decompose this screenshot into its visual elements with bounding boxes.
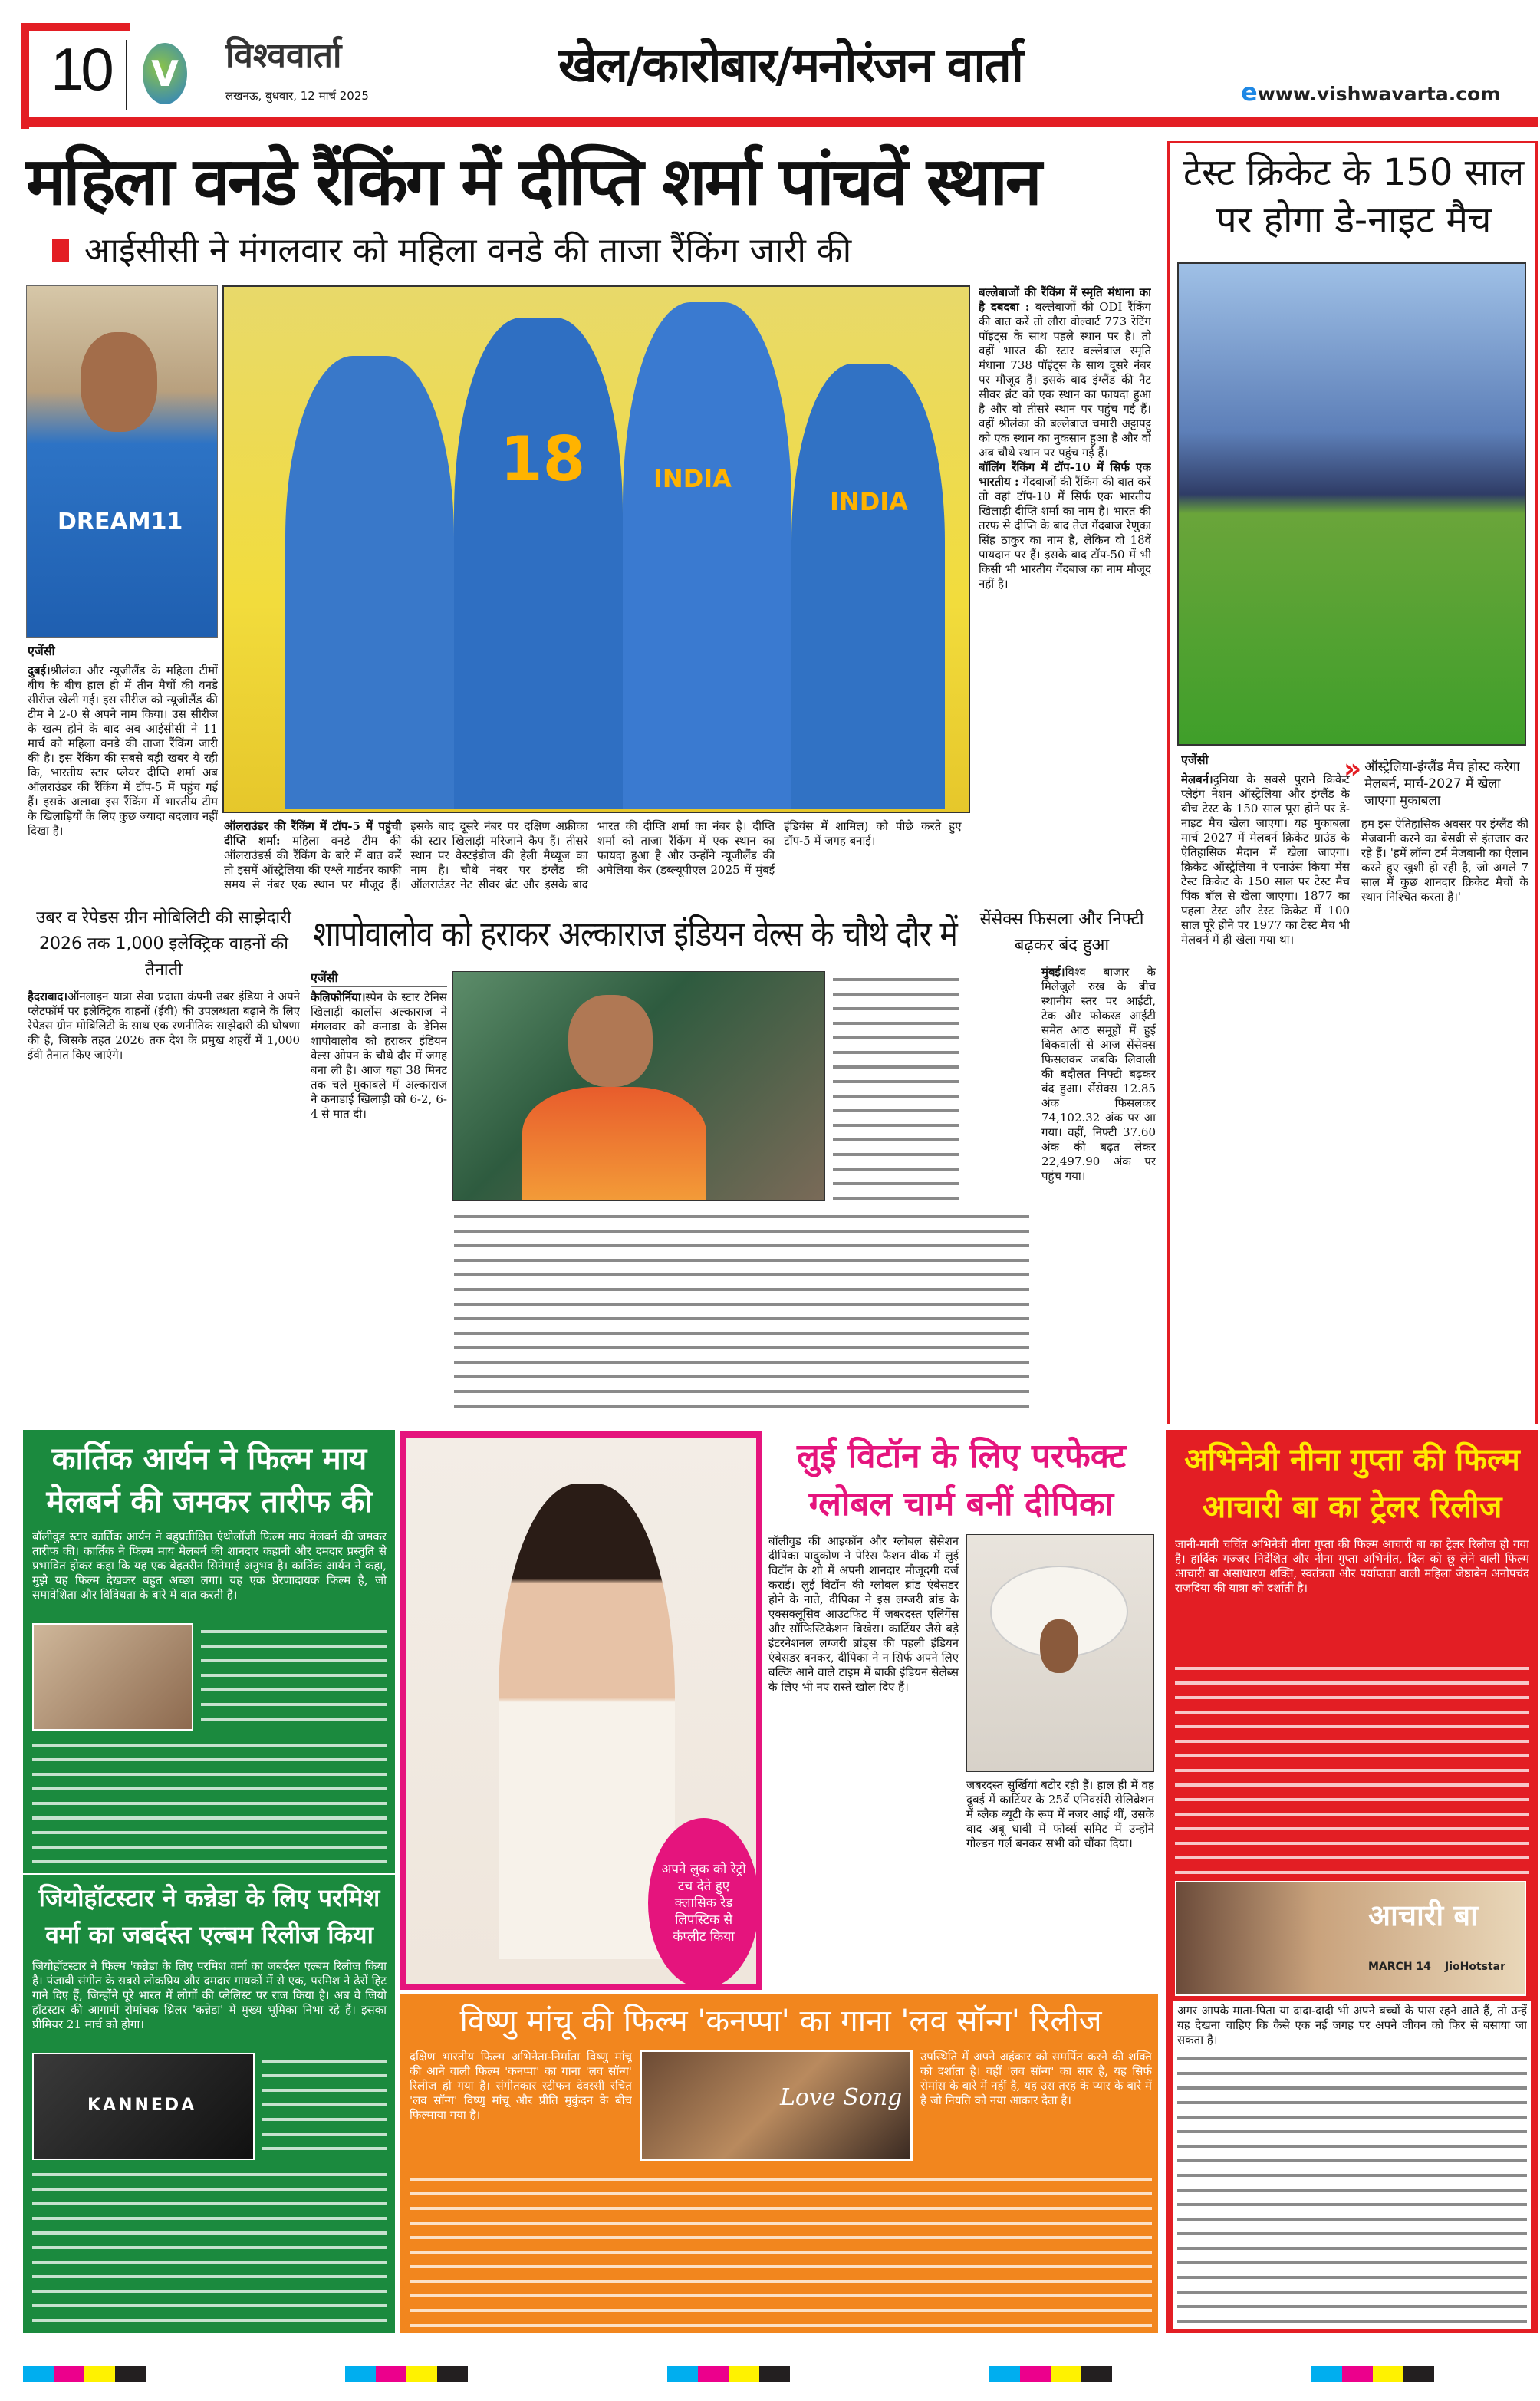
- test-pullquote: ऑस्ट्रेलिया-इंग्लैंड मैच होस्ट करेगा मेलबर्न, मार्च-2027 में खेला जाएगा मुकाबला: [1364, 759, 1520, 809]
- website-link[interactable]: ewww.vishwavarta.com: [1241, 77, 1501, 107]
- market-text: मुंबई।विश्व बाजार के मिलेजुले रुख के बीच स्थानीय स्तर पर आईटी, टेक और फोकस्ड आईटी समेत आठ समूहों में हुई बिकवाली से आज सेंसेक्स फिसलकर जबकि लिवाली की बदौलत निफ्टी बढ़कर बंद हुआ। सेंसेक्स 12.85 अंक फिसलकर 74,102.32 अंक पर आ गया। वहीं, निफ्टी 37.60 अंक की बढ़त लेकर 22,497.90 अंक पर पहुंच गया।: [1041, 965, 1156, 1183]
- parmish-text: जियोहॉटस्टार ने फिल्म 'कन्नेडा के लिए परमिश वर्मा का जबर्दस्त एल्बम रिलीज किया है। पंजाबी संगीत के सबसे लोकप्रिय और दमदार गायकों में से एक, परमिश ने ढेरों हिट गाने दिए हैं, जिन्होंने पूरे भारत में लोगों की प्लेलिस्ट पर राज किया है। अब वे जियो हॉटस्टार की आगामी रोमांचक थ्रिलर 'कन्नेडा' में मुख्य भूमिका निभा रहे हैं। इसका प्रीमियर 21 मार्च को होगा।: [32, 1959, 387, 2031]
- dateline: लखनऊ, बुधवार, 12 मार्च 2025: [225, 89, 369, 103]
- uber-text: हैदराबाद।ऑनलाइन यात्रा सेवा प्रदाता कंपनी उबर इंडिया ने अपने प्लेटफॉर्म पर इलेक्ट्रिक वाहनों (ईवी) की उपलब्धता बढ़ाने के लिए रेपेडस ग्रीन मोबिलिटी के साथ एक रणनीतिक साझेदारी की घोषणा की है, जिसके तहत 2026 तक देश के प्रमुख शहरों में 1,000 ईवी तैनात किए जाएंगे।: [28, 990, 300, 1062]
- neena-text-continued: [1175, 1660, 1529, 1875]
- test-text-2: हम इस ऐतिहासिक अवसर पर इंग्लैंड की मेजबानी करने का बेसब्री से इंतजार कर रहे हैं। 'हमें लॉन्ग टर्म मेजबानी का ऐलान करते हुए खुशी हो रही है, जो अगले 7 साल में कुछ शानदार क्रिकेट मैचों के स्थान निश्चित करता है।': [1361, 817, 1528, 904]
- parmish-text-more: [32, 2166, 387, 2329]
- parmish-text-continued: [262, 2053, 387, 2160]
- kartik-photo: [32, 1623, 193, 1731]
- vishnu-text-continued: [410, 2171, 1152, 2329]
- alcaraz-byline: एजेंसी: [311, 970, 447, 987]
- deepika-caption-circle: अपने लुक को रेट्रो टच देते हुए क्लासिक रेड लिपस्टिक से कंप्लीट किया: [648, 1818, 759, 1988]
- lead-subheadline: आईसीसी ने मंगलवार को महिला वनडे की ताजा रैंकिंग जारी की: [84, 231, 852, 270]
- alcaraz-photo: [452, 971, 825, 1201]
- test-text: मेलबर्न।दुनिया के सबसे पुराने क्रिकेट प्लेइंग नेशन ऑस्ट्रेलिया और इंग्लैंड के बीच टेस्ट के 150 साल पूरा होने पर डे-नाइट मैच खेला जाएगा। यह मुकाबला मार्च 2027 में मेलबर्न क्रिकेट ग्राउंड के ऐतिहासिक मैदान में खेला जाएगा। क्रिकेट ऑस्ट्रेलिया ने एनाउंस किया मेंस टेस्ट क्रिकेट के 150 साल पर टेस्ट मैच पिंक बॉल से खेला जाएगा। 1877 का पहला टेस्ट और टेस्ट क्रिकेट में 100 साल पूरे होने पर 1977 का टेस्ट मैच भी मेलबर्न में ही खेला गया था।: [1181, 772, 1350, 947]
- deepika-text-2: जबरदस्त सुर्खियां बटोर रही हैं। हाल ही में वह दुबई में कार्टियर के 25वें एनिवर्सरी सेलिब्रेशन में ब्लैक ब्यूटी के रूप में नजर आई थीं, उसके बाद अबू धाबी में फोर्ब्स समिट में उन्होंने गोल्डन गर्ल बनकर सभी को चौंका दिया।: [966, 1778, 1154, 1850]
- neena-lower-panel: [1173, 2001, 1531, 2329]
- lead-headline: महिला वनडे रैंकिंग में दीप्ति शर्मा पांचवें स्थान: [26, 143, 1040, 220]
- neena-headline: अभिनेत्री नीना गुप्ता की फिल्म आचारी बा का ट्रेलर रिलीज: [1184, 1442, 1520, 1525]
- neena-text-2: अगर आपके माता-पिता या दादा-दादी भी अपने बच्चों के पास रहने आते हैं, तो उन्हें यह देखना चाहिए कि कैसे एक नई जगह पर अपने जीवन को फिर से बसाया जा सकता है।: [1177, 2004, 1527, 2047]
- love-song-still: Love Song: [640, 2050, 913, 2161]
- page-number: 10: [51, 35, 111, 103]
- neena-text-more: [1177, 2050, 1527, 2326]
- vishnu-headline: विष्णु मांचू की फिल्म 'कनप्पा' का गाना 'लव सॉन्ग' रिलीज: [459, 2004, 1102, 2039]
- uber-headline: उबर व रेपेडस ग्रीन मोबिलिटी की साझेदारी 2026 तक 1,000 इलेक्ट्रिक वाहनों की तैनाती: [36, 908, 291, 980]
- alcaraz-headline: शापोवालोव को हराकर अल्काराज इंडियन वेल्स के चौथे दौर में: [313, 913, 958, 954]
- section-title: खेल/कारोबार/मनोरंजन वार्ता: [558, 37, 1022, 93]
- test-byline: एजेंसी: [1181, 752, 1350, 769]
- stadium-photo: [1177, 262, 1526, 746]
- pullquote-arrow-icon: »: [1344, 756, 1362, 785]
- kartik-text-continued: [201, 1623, 387, 1731]
- masthead: [21, 23, 1538, 129]
- vishnu-text-2: उपस्थिति में अपने अहंकार को समर्पित करने की शक्ति को दर्शाता है। वहीं 'लव सॉन्ग' का सार है, यह सिर्फ रोमांस के बारे में नहीं है, यह उस तरह के प्यार के बारे में है जो नियति को नया आकार देता है।: [920, 2050, 1152, 2107]
- market-headline: सेंसेक्स फिसला और निफ्टी बढ़कर बंद हुआ: [979, 910, 1144, 955]
- kartik-text: बॉलीवुड स्टार कार्तिक आर्यन ने बहुप्रतीक्षित एंथोलॉजी फिल्म माय मेलबर्न की जमकर तारीफ की। कार्तिक ने फिल्म माय मेलबर्न की शानदार कहानी और दमदार प्रस्तुति से प्रभावित होकर कहा कि यह एक बेहतरीन सिनेमाई अनुभव है। कार्तिक आर्यन ने कहा, मुझे यह फिल्म देखकर बहुत अच्छा लगा। यह एक प्रेरणादायक फिल्म है, जो समावेशिता और विविधता के बारे में बात करती है।: [32, 1530, 387, 1602]
- kartik-headline: कार्तिक आर्यन ने फिल्म माय मेलबर्न की जमकर तारीफ की: [46, 1441, 373, 1520]
- kartik-text-more: [32, 1737, 387, 1869]
- deepika-hat-photo: [966, 1534, 1154, 1772]
- vishnu-text: दक्षिण भारतीय फिल्म अभिनेता-निर्माता विष्णु मांचू की आने वाली फिल्म 'कनप्पा' का गाना 'लव सॉन्ग' रिलीज हो गया है। संगीतकार स्टीफन देवस्सी रचित 'लव सॉन्ग' विष्णु मांचू और प्रीति मुकुंदन के बीच फिल्माया गया है।: [410, 2050, 632, 2122]
- lead-batting-section: बल्लेबाजों की रैंकिंग में स्मृति मंधाना का है दबदबा : बल्लेबाजों की ODI रैंकिंग की बात करें तो लौरा वोल्वार्ट 773 रेटिंग पॉइंट्स के साथ पहले स्थान पर है। तो वहीं भारत की स्टार बल्लेबाज स्मृति मंधाना 738 पॉइंट्स के साथ दूसरे नंबर पर मौजूद हैं। इसके बाद इंग्लैंड की नैट सीवर ब्रंट को एक स्थान का फायदा हुआ है और वो तीसरे स्थान पर पहुंच गई हैं। वहीं श्रीलंका की बल्लेबाज चमारी अट्टापट्टू को एक स्थान का नुकसान हुआ है और वो अब चौथे स्थान पर पहुंच गई हैं। बॉलिंग रैंकिंग में टॉप-10 में सिर्फ एक भारतीय : गेंदबाजों की रैंकिंग की बात करें तो वहां टॉप-10 में सिर्फ एक भारतीय खिलाड़ी दीप्ति शर्मा का नाम है। भारत की तरफ से दीप्ति के बाद तेज गेंदबाज रेणुका सिंह ठाकुर का नाम है, लेकिन वो 18वें पायदान पर हैं। इसके बाद टॉप-50 में भी किसी भी भारतीय गेंदबाज का नाम मौजूद नहीं है।: [979, 285, 1151, 591]
- logo-icon: V: [143, 43, 187, 104]
- aachari-baa-poster: आचारी बा MARCH 14 JioHotstar: [1175, 1881, 1526, 1996]
- parmish-headline: जियोहॉटस्टार ने कन्नेडा के लिए परमिश वर्मा का जबर्दस्त एल्बम रिलीज किया: [38, 1883, 380, 1949]
- alcaraz-text: कैलिफोर्निया।स्पेन के स्टार टेनिस खिलाड़ी कार्लोस अल्काराज ने मंगलवार को कनाडा के डेनिस शापोवालोव को हराकर इंडियन वेल्स ओपन के चौथे दौर में जगह बना ली है। आज यहां 38 मिनट तक चले मुकाबले में अल्काराज ने कनाडाई खिलाड़ी को 6-2, 6-4 से मात दी।: [311, 990, 447, 1121]
- team-india-photo: 18 INDIA INDIA: [222, 285, 970, 813]
- kanneda-poster: KANNEDA: [32, 2053, 255, 2160]
- lead-intro: दुबई।श्रीलंका और न्यूजीलैंड के महिला टीमों बीच के बीच हाल ही में तीन मैचों की वनडे सीरीज खेली गई। इस सीरीज को न्यूजीलैंड की टीम ने 2-0 से अपने नाम किया। उस सीरीज के खत्म होने के बाद अब आईसीसी ने 11 मार्च को महिला वनडे की ताजा रैंकिंग जारी की है। इस रैंकिंग की सबसे बड़ी खबर ये रही कि, भारतीय स्टार प्लेयर दीप्ति शर्मा अब ऑलराउंडर की रैंकिंग में टॉप-5 में पहुंच गई हैं। इसके अलावा इस रैंकिंग में भारतीय टीम के खिलाड़ियों के लिए कुछ ज्यादा बदलाव नहीं दिखा है।: [28, 664, 218, 838]
- deepika-headline: लुई विटॉन के लिए परफेक्ट ग्लोबल चार्म बनीं दीपिका: [797, 1437, 1126, 1523]
- deepika-text: बॉलीवुड की आइकॉन और ग्लोबल सेंसेशन दीपिका पादुकोण ने पेरिस फैशन वीक में लुई विटॉन के शो में अपनी शानदार मौजूदगी दर्ज कराई। लुई विटॉन की ग्लोबल ब्रांड एंबेसडर होने के नाते, दीपिका ने इस लग्जरी ब्रांड के एक्सक्लूसिव आउटफिट में जबरदस्त एलिगेंस और सॉफिस्टिकेशन बिखेरा। कार्टियर जैसे बड़े इंटरनेशनल लग्जरी ब्रांड्स की पहली इंडियन एंबेसडर बनकर, दीपिका ने न सिर्फ अपने लिए बल्कि आने वाले टाइम में बाकी इंडियन सेलेब्स के लिए भी नए रास्ते खोल दिए हैं।: [768, 1534, 959, 1694]
- print-registration-marks: [23, 2366, 1538, 2382]
- lead-allrounder-section: ऑलराउंडर की रैंकिंग में टॉप-5 में पहुंची दीप्ति शर्मा: महिला वनडे टीम की ऑलराउंडर्स की रैंकिंग के बारे में बात करें तो इसमें ऑस्ट्रेलिया की एश्ले गार्डनर काफी समय से नंबर एक स्थान पर मौजूद हैं। इसके बाद दूसरे नंबर पर दक्षिण अफ्रीका की स्टार खिलाड़ी मरिजाने कैप हैं। तीसरे स्थान पर वेस्टइंडीज की हेली मैथ्यूज का नाम है। चौथे नंबर पर इंग्लैंड की ऑलराउंडर नेट सीवर ब्रंट और इसके बाद भारत की दीप्ति शर्मा का नंबर है। दीप्ति शर्मा को ताजा रैंकिंग में एक स्थान का फायदा हुआ है और उन्होंने न्यूजीलैंड की अमेलिया केर (डब्ल्यूपीएल 2025 में मुंबई इंडियंस में शामिल) को पीछे करते हुए टॉप-5 में जगह बनाई।: [224, 819, 962, 891]
- test-headline: टेस्ट क्रिकेट के 150 साल पर होगा डे-नाइट मैच: [1183, 151, 1525, 242]
- alcaraz-text-side: [833, 971, 959, 1201]
- deepti-photo: DREAM11: [26, 285, 218, 638]
- paper-name: विश्ववार्ता: [225, 36, 342, 75]
- alcaraz-text-continued: [454, 1208, 1029, 1419]
- neena-text: जानी-मानी चर्चित अभिनेत्री नीना गुप्ता की फिल्म आचारी बा का ट्रेलर रिलीज हो गया है। हार्दिक गज्जर निर्देशित और नीना गुप्ता अभिनीत, दिल को छू लेने वाली फिल्म आचारी बा असाधारण शक्ति, स्वतंत्रता और पर्याप्तता वाली महिला जेष्ठाबेन अनोपचंद राजदिया की यात्रा को दर्शाती है।: [1175, 1537, 1529, 1595]
- lead-byline: एजेंसी: [28, 643, 218, 660]
- browser-icon: e: [1241, 77, 1258, 107]
- bullet-icon: [52, 239, 69, 262]
